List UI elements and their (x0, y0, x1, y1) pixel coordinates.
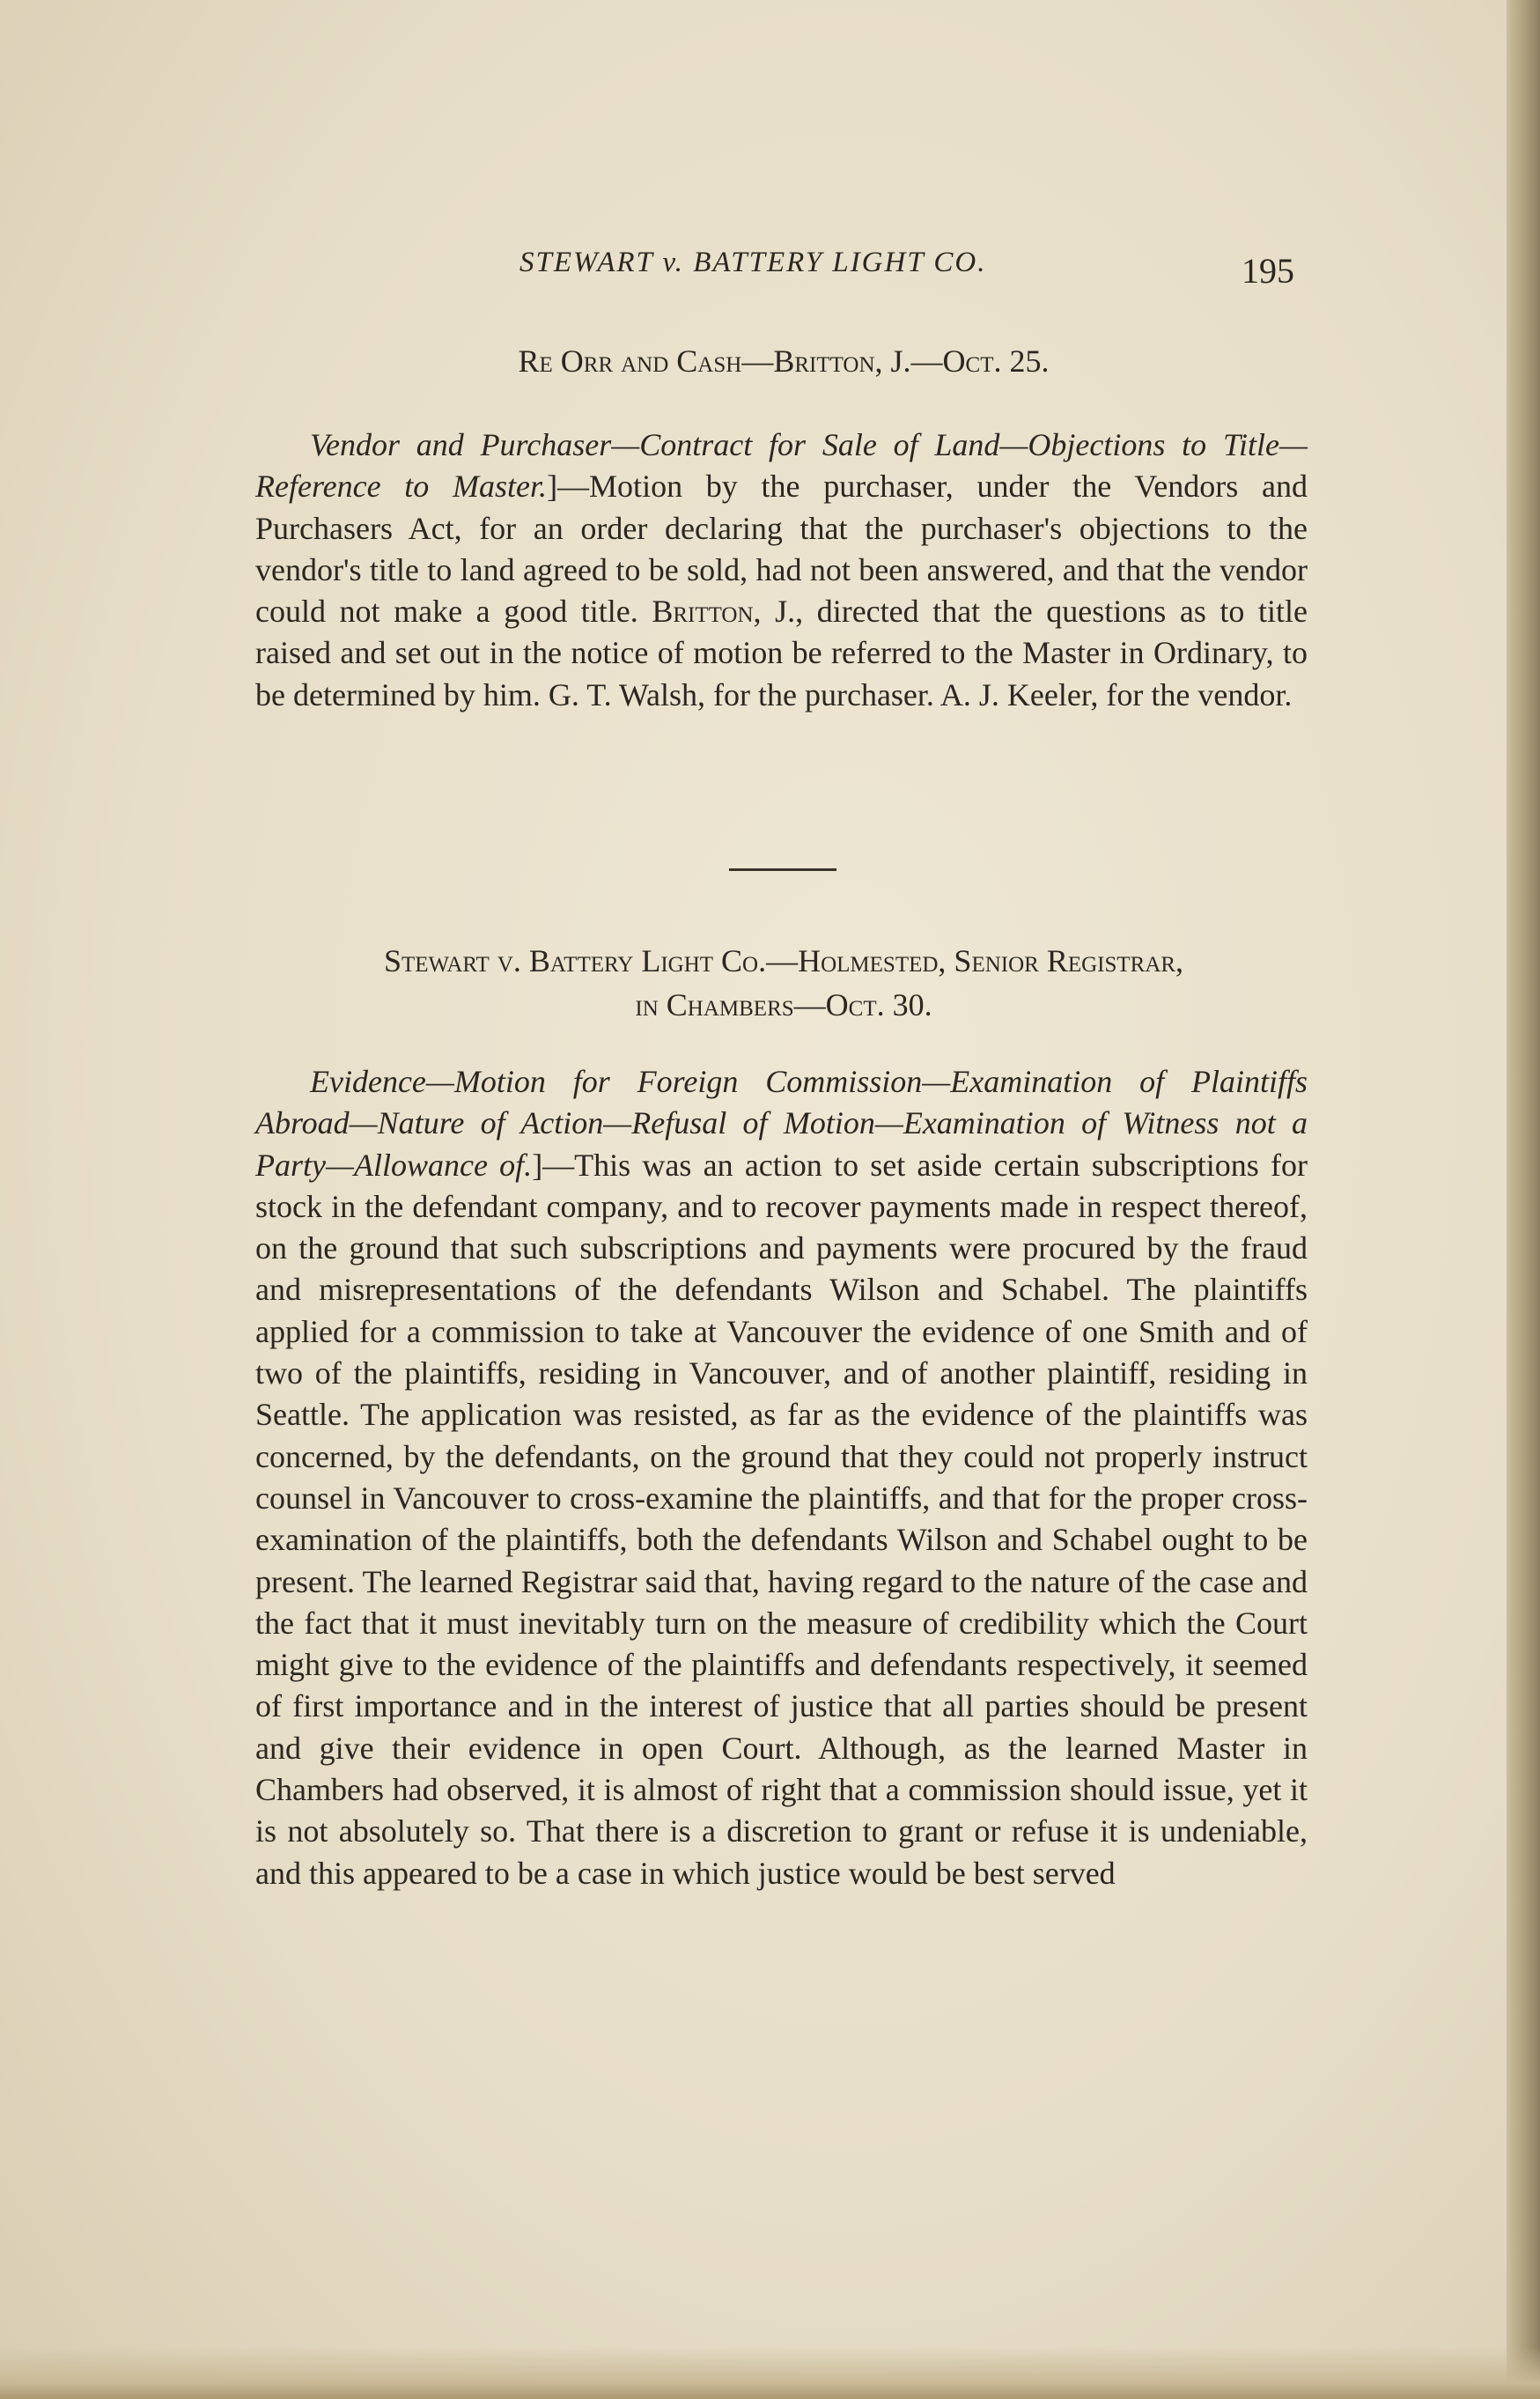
case1-paragraph (255, 424, 1308, 716)
page-number: 195 (1242, 251, 1294, 291)
case2-heading (255, 939, 1312, 1027)
case2-paragraph (255, 1061, 1308, 1894)
case1-headnote: Vendor and Purchaser—Contract for Sale of Land—Objections to Title—Reference to Master. (255, 427, 1308, 505)
case2-headnote: Evidence—Motion for Foreign Commission—Examination of Plaintiffs Abroad—Nature of Action—Refusal of Motion—Examination of Witness not a Party—Allowance of. (255, 1064, 1308, 1183)
case2-heading-line1: Stewart v. Battery Light Co.—Holmested, Senior Registrar, (383, 943, 1184, 978)
page-bottom-edge (0, 2346, 1540, 2399)
running-title: STEWART v. BATTERY LIGHT CO. (519, 247, 987, 278)
case1-body-2: , J., directed that the questions as to title raised and set out in the notice of motion be referred to the Master in Ordinary, to be determined by him. G. T. Walsh, for the purchaser. A. J. Keeler, for the vendor. (255, 594, 1308, 712)
case1-heading: Re Orr and Cash—Britton, J.—Oct. 25. (518, 343, 1050, 379)
running-head (255, 247, 1294, 291)
case1-judge: Britton (652, 594, 754, 630)
page-spine-shadow (1507, 0, 1540, 2399)
case2-heading-line2: in Chambers—Oct. 30. (635, 987, 932, 1022)
section-divider (729, 868, 836, 871)
case1-body-1: ]—Motion by the purchaser, under the Vendors and Purchasers Act, for an order declaring that the purchaser's objections to the vendor's title to land agreed to be sold, had not been answered, and that the vendor could not make a good title. (255, 469, 1308, 630)
case2-body: ]—This was an action to set aside certain subscriptions for stock in the defendant company, and to recover payments made in respect thereof, on the ground that such subscriptions and payments were procured by the fraud and misrepresentations of the defendants Wilson and Schabel. The plaintiffs applied for a commission to take at Vancouver the evidence of one Smith and of two of the plaintiffs, residing in Vancouver, and of another plaintiff, residing in Seattle. The application was resisted, as far as the evidence of the plaintiffs was concerned, by the defendants, on the ground that they could not properly instruct counsel in Vancouver to cross-examine the plaintiffs, and that for the proper cross-examination of the plaintiffs, both the defendants Wilson and Schabel ought to be present. The learned Registrar said that, having regard to the nature of the case and the fact that it must inevitably turn on the measure of credibility which the Court might give to the evidence of the plaintiffs and defendants respectively, it seemed of first importance and in the interest of justice that all parties should be present and give their evidence in open Court. Although, as the learned Master in Chambers had observed, it is almost of right that a commission should issue, yet it is not absolutely so. That there is a discretion to grant or refuse it is undeniable, and this appeared to be a case in which justice would be best served (255, 1147, 1308, 1891)
